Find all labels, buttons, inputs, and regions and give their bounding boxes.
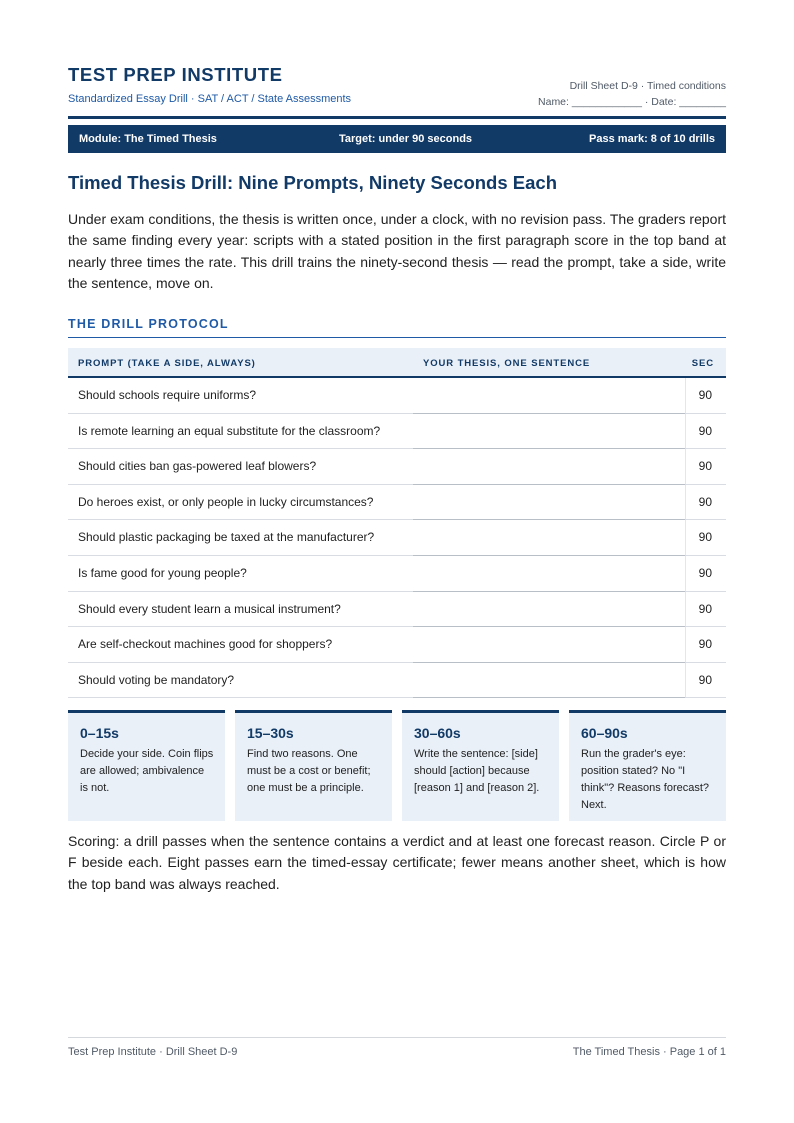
seconds-value: 90 (698, 459, 712, 474)
prompt-text: Do heroes exist, or only people in lucky circumstances? (78, 494, 374, 509)
column-divider (685, 414, 686, 449)
section-rule (68, 337, 726, 338)
table-header (68, 348, 726, 378)
timing-step-card (68, 710, 225, 821)
timing-step-card (402, 710, 559, 821)
timing-step-card (569, 710, 726, 821)
timing-steps (68, 710, 726, 821)
scoring-paragraph: Scoring: a drill passes when the sentence contains a verdict and at least one forecast reason. Circle P or F beside each. Eight passes earn the timed-essay certificate; fewer means another sheet, which is how the top band was always reached. (68, 833, 726, 892)
timing-step-range: 30–60s (414, 725, 461, 741)
column-divider (685, 378, 686, 413)
column-divider (685, 449, 686, 484)
seconds-value: 90 (698, 601, 712, 616)
column-divider (685, 592, 686, 627)
module-label: Module: The Timed Thesis (79, 133, 217, 145)
seconds-value: 90 (698, 388, 712, 402)
seconds-value: 90 (698, 637, 712, 652)
table-row (68, 663, 726, 699)
table-row (68, 592, 726, 628)
module-band (68, 125, 726, 153)
pass-mark-label: Pass mark: 8 of 10 drills (589, 133, 715, 145)
header-prompt: PROMPT (TAKE A SIDE, ALWAYS) (78, 358, 256, 369)
table-row (68, 449, 726, 485)
table-row (68, 627, 726, 663)
header-thesis: YOUR THESIS, ONE SENTENCE (423, 358, 591, 369)
column-divider (685, 663, 686, 698)
footer-right: The Timed Thesis · Page 1 of 1 (572, 1046, 726, 1058)
footer-rule (68, 1037, 726, 1038)
timing-step-text: Write the sentence: [side] should [action] because [reason 1] and [reason 2]. (414, 748, 540, 794)
subtitle: Standardized Essay Drill · SAT / ACT / State Assessments (68, 93, 352, 105)
column-divider (685, 627, 686, 662)
seconds-value: 90 (698, 565, 712, 580)
thesis-write-line (413, 697, 685, 698)
prompt-text: Should cities ban gas-powered leaf blowers? (78, 459, 317, 474)
intro-paragraph: Under exam conditions, the thesis is written once, under a clock, with no revision pass. The graders report the same finding every year: scripts with a stated position in the first paragraph score in the top band at nearly three times the rate. This drill trains the ninety-second thesis — read the prompt, take a side, write the sentence, move on. (68, 211, 726, 291)
header-rule (68, 116, 726, 119)
timing-step-card (235, 710, 392, 821)
table-row (68, 485, 726, 521)
name-date-line: Name: ____________ · Date: ________ (538, 96, 726, 108)
page-title: Timed Thesis Drill: Nine Prompts, Ninety Seconds Each (68, 172, 558, 193)
timing-step-text: Decide your side. Coin flips are allowed; ambivalence is not. (80, 748, 214, 794)
drill-table (68, 348, 726, 698)
seconds-value: 90 (698, 672, 712, 687)
prompt-text: Is fame good for young people? (78, 565, 247, 580)
prompt-text: Should plastic packaging be taxed at the manufacturer? (78, 530, 375, 545)
prompt-text: Should every student learn a musical instrument? (78, 601, 341, 616)
timing-step-text: Find two reasons. One must be a cost or benefit; one must be a principle. (247, 748, 371, 794)
column-divider (685, 520, 686, 555)
seconds-value: 90 (698, 494, 712, 509)
footer-left: Test Prep Institute · Drill Sheet D-9 (68, 1046, 238, 1058)
prompt-text: Should schools require uniforms? (78, 388, 257, 402)
timing-step-range: 15–30s (247, 725, 294, 741)
timing-step-text: Run the grader's eye: position stated? No "I think"? Reasons forecast? Next. (581, 748, 710, 811)
seconds-value: 90 (698, 530, 712, 545)
header-sec: SEC (691, 358, 714, 369)
prompt-text: Should voting be mandatory? (78, 672, 235, 687)
institute-name: TEST PREP INSTITUTE (68, 64, 283, 85)
page-header (68, 62, 726, 112)
seconds-value: 90 (698, 423, 712, 438)
table-row (68, 556, 726, 592)
table-row (68, 414, 726, 450)
target-label: Target: under 90 seconds (339, 133, 473, 145)
sheet-line: Drill Sheet D-9 · Timed conditions (569, 80, 726, 92)
section-heading: THE DRILL PROTOCOL (68, 317, 229, 331)
table-row (68, 520, 726, 556)
drill-sheet-page (68, 0, 726, 1123)
table-row (68, 378, 726, 414)
column-divider (685, 556, 686, 591)
timing-step-range: 0–15s (80, 725, 119, 741)
prompt-text: Are self-checkout machines good for shoppers? (78, 637, 333, 652)
prompt-text: Is remote learning an equal substitute for the classroom? (78, 423, 381, 438)
timing-step-range: 60–90s (581, 725, 628, 741)
column-divider (685, 485, 686, 520)
sheet-meta (538, 78, 726, 110)
